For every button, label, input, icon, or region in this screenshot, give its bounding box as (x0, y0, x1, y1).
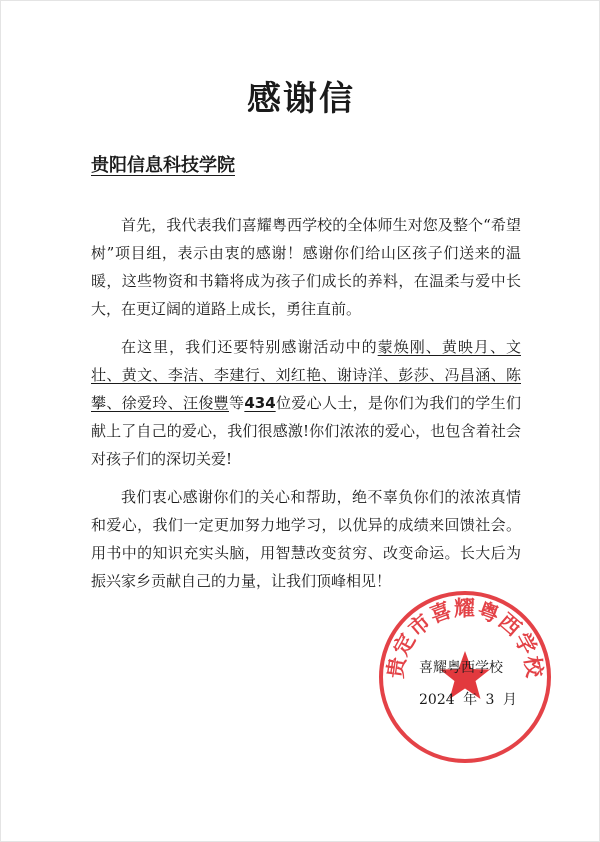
paragraph-2-mid: 等 (229, 394, 245, 412)
volunteer-count: 434 (244, 394, 276, 412)
paragraph-1: 首先，我代表我们喜耀粤西学校的全体师生对您及整个“希望树”项目组，表示由衷的感谢！感谢你们给山区孩子们送来的温暖，这些物资和书籍将成为孩子们成长的养料，在温柔与爱中长大，在更辽阔的道路上成长，勇往直前。 (91, 216, 521, 318)
volunteer-names: 蒙焕刚、黄映月、文壮、黄文、李洁、李建行、刘红艳、谢诗洋、彭莎、冯昌涵、陈攀、徐爱玲、汪俊豐 (91, 338, 521, 412)
school-seal-stamp (377, 589, 553, 765)
signature-date: 2024 年 3 月 (419, 692, 517, 708)
letter-title: 感谢信 (247, 79, 355, 119)
svg-text:贵定市喜耀粤西学校: 贵定市喜耀粤西学校 (383, 596, 547, 680)
letter-body (91, 211, 521, 605)
paragraph-2 (91, 333, 521, 473)
signature-school: 喜耀粤西学校 (419, 660, 503, 676)
paragraph-2-intro: 在这里，我们还要特别感谢活动中的 (121, 338, 378, 356)
paragraph-3: 我们衷心感谢你们的关心和帮助，绝不辜负你们的浓浓真情和爱心，我们一定更加努力地学习，以优异的成绩来回馈社会。用书中的知识充实头脑，用智慧改变贫穷、改变命运。长大后为振兴家乡贡献自己的力量，让我们顶峰相见！ (91, 488, 521, 590)
recipient-name: 贵阳信息科技学院 (91, 155, 235, 176)
paragraph-2-rest: 位爱心人士，是你们为我们的学生们献上了自己的爱心，我们很感激!你们浓浓的爱心，也包含着社会对孩子们的深切关爱! (91, 394, 521, 468)
